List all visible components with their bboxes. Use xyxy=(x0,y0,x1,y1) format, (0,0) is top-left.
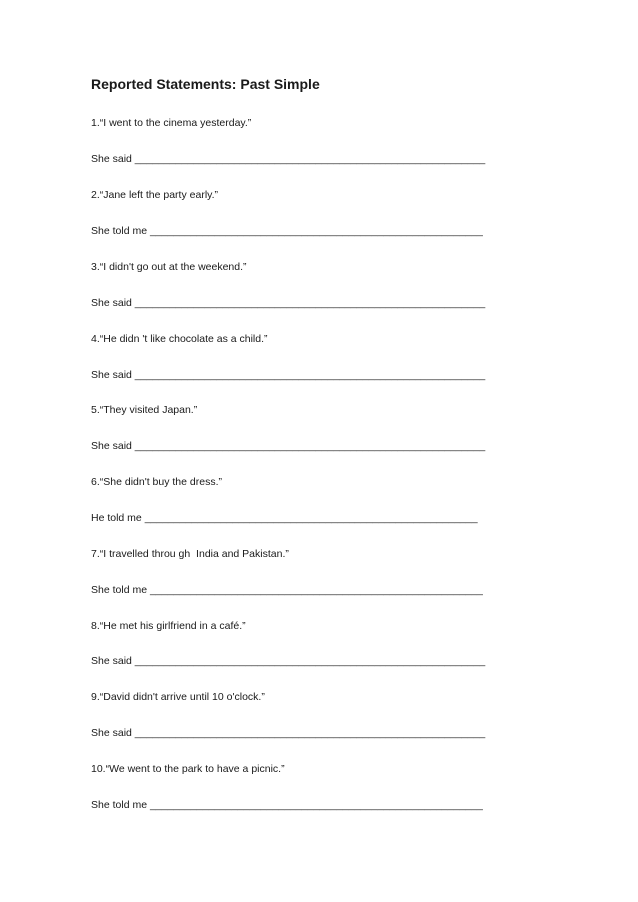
question-6: 6.“She didn't buy the dress.” xyxy=(91,476,222,488)
question-4: 4.“He didn 't like chocolate as a child.” xyxy=(91,333,268,345)
answer-line-10: She told me _________________________________________________________ xyxy=(91,799,483,811)
answer-line-3: She said ____________________________________________________________ xyxy=(91,297,486,309)
question-5: 5.“They visited Japan.” xyxy=(91,404,198,416)
answer-line-2: She told me _________________________________________________________ xyxy=(91,225,483,237)
question-7: 7.“I travelled throu gh India and Pakistan.” xyxy=(91,548,289,560)
answer-line-6: He told me _________________________________________________________ xyxy=(91,512,478,524)
answer-line-9: She said ____________________________________________________________ xyxy=(91,727,486,739)
question-10: 10.“We went to the park to have a picnic.” xyxy=(91,763,285,775)
question-3: 3.“I didn't go out at the weekend.” xyxy=(91,261,247,273)
page-title: Reported Statements: Past Simple xyxy=(91,76,320,92)
question-8: 8.“He met his girlfriend in a café.” xyxy=(91,620,246,632)
answer-line-4: She said ____________________________________________________________ xyxy=(91,369,486,381)
answer-line-5: She said ____________________________________________________________ xyxy=(91,440,486,452)
answer-line-1: She said ____________________________________________________________ xyxy=(91,153,486,165)
question-1: 1.“I went to the cinema yesterday.” xyxy=(91,117,252,129)
question-2: 2.“Jane left the party early.” xyxy=(91,189,219,201)
question-9: 9.“David didn't arrive until 10 o'clock.” xyxy=(91,691,265,703)
answer-line-7: She told me _________________________________________________________ xyxy=(91,584,483,596)
answer-line-8: She said ____________________________________________________________ xyxy=(91,655,486,667)
